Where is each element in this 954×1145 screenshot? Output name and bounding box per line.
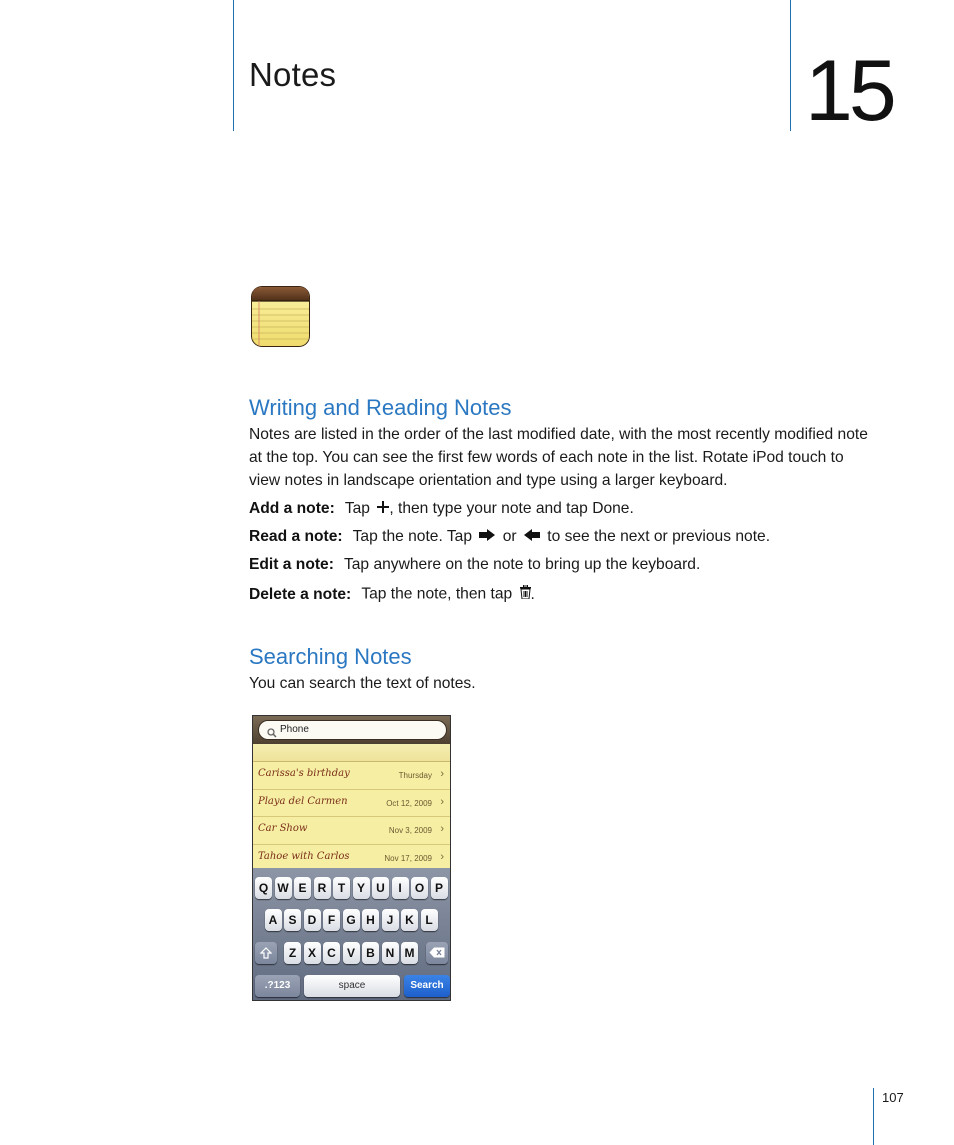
task-text: Tap anywhere on the note to bring up the keyboard. xyxy=(343,556,701,573)
header-rule-left xyxy=(233,0,234,131)
note-date: Nov 17, 2009 xyxy=(384,853,432,863)
key-p[interactable]: P xyxy=(431,877,448,899)
chevron-right-icon: › xyxy=(440,795,444,808)
paper-top xyxy=(253,744,450,762)
task-delete-note xyxy=(249,585,535,604)
key-w[interactable]: W xyxy=(275,877,292,899)
task-text: Tap the note. Tap xyxy=(352,528,472,546)
shift-icon xyxy=(260,947,272,959)
note-date: Nov 3, 2009 xyxy=(388,826,432,835)
task-text: . xyxy=(530,585,535,603)
task-edit-note xyxy=(249,556,700,574)
keyboard xyxy=(253,868,450,1001)
search-value: Phone xyxy=(280,724,309,735)
search-input[interactable] xyxy=(258,720,447,740)
backspace-key[interactable] xyxy=(426,942,448,964)
chevron-right-icon: › xyxy=(440,768,444,780)
notes-app-icon xyxy=(250,285,311,348)
chevron-right-icon: › xyxy=(440,823,444,835)
key-o[interactable]: O xyxy=(411,877,428,899)
header-rule-right xyxy=(790,0,791,131)
key-g[interactable]: G xyxy=(343,909,360,931)
task-text: or xyxy=(502,528,517,546)
note-date: Thursday xyxy=(398,771,432,780)
key-b[interactable]: B xyxy=(362,942,379,964)
note-title: Carissa's birthday xyxy=(258,768,350,779)
key-v[interactable]: V xyxy=(343,942,360,964)
chapter-title: Notes xyxy=(249,56,337,93)
key-e[interactable]: E xyxy=(294,877,311,899)
footer-rule xyxy=(873,1088,874,1145)
section-heading-writing: Writing and Reading Notes xyxy=(249,395,512,420)
note-date: Oct 12, 2009 xyxy=(386,798,432,808)
key-h[interactable]: H xyxy=(362,909,379,931)
task-add-note xyxy=(249,500,634,518)
task-label: Add a note: xyxy=(249,500,335,518)
section-heading-searching: Searching Notes xyxy=(249,644,412,669)
section-intro-writing: Notes are listed in the order of the last modified date, with the most recently modified note at the top. You can see the first few words of each note in the list. Rotate iPod touch to view notes in landscape orientation and type using a larger keyboard. xyxy=(249,426,868,489)
task-text: to see the next or previous note. xyxy=(547,528,771,546)
task-text: , then type your note and tap Done. xyxy=(389,500,634,518)
task-text: Tap the note, then tap xyxy=(361,585,513,603)
plus-icon xyxy=(377,500,389,518)
key-u[interactable]: U xyxy=(372,877,389,899)
page-number: 107 xyxy=(882,1090,904,1105)
key-x[interactable]: X xyxy=(304,942,321,964)
key-t[interactable]: T xyxy=(333,877,350,899)
key-d[interactable]: D xyxy=(304,909,321,931)
key-k[interactable]: K xyxy=(401,909,418,931)
key-s[interactable]: S xyxy=(284,909,301,931)
key-z[interactable]: Z xyxy=(284,942,301,964)
key-y[interactable]: Y xyxy=(353,877,370,899)
search-bar xyxy=(253,716,450,744)
numbers-key[interactable]: .?123 xyxy=(255,975,300,997)
key-j[interactable]: J xyxy=(382,909,399,931)
trash-icon xyxy=(520,585,531,604)
chapter-number: 15 xyxy=(805,43,893,139)
space-key[interactable]: space xyxy=(304,975,400,997)
search-icon xyxy=(267,725,277,743)
notes-search-screenshot xyxy=(252,715,451,1001)
note-title: Playa del Carmen xyxy=(258,795,348,807)
key-l[interactable]: L xyxy=(421,909,438,931)
task-label: Delete a note: xyxy=(249,585,352,603)
key-i[interactable]: I xyxy=(392,877,409,899)
task-label: Read a note: xyxy=(249,528,343,546)
key-f[interactable]: F xyxy=(323,909,340,931)
key-m[interactable]: M xyxy=(401,942,418,964)
task-text: Tap xyxy=(344,500,370,518)
shift-key[interactable] xyxy=(255,942,277,964)
backspace-icon xyxy=(429,947,445,958)
section-intro-searching: You can search the text of notes. xyxy=(249,675,476,692)
key-n[interactable]: N xyxy=(382,942,399,964)
note-title: Car Show xyxy=(258,823,308,834)
chevron-right-icon: › xyxy=(440,850,444,863)
task-label: Edit a note: xyxy=(249,556,334,573)
note-row[interactable] xyxy=(253,790,450,818)
note-title: Tahoe with Carlos xyxy=(258,850,350,862)
key-a[interactable]: A xyxy=(265,909,282,931)
note-row[interactable] xyxy=(253,762,450,790)
task-read-note xyxy=(249,528,770,546)
key-q[interactable]: Q xyxy=(255,877,272,899)
note-row[interactable] xyxy=(253,817,450,845)
arrow-right-icon xyxy=(479,528,495,546)
search-key[interactable]: Search xyxy=(404,975,450,997)
key-c[interactable]: C xyxy=(323,942,340,964)
key-r[interactable]: R xyxy=(314,877,331,899)
arrow-left-icon xyxy=(524,528,540,546)
